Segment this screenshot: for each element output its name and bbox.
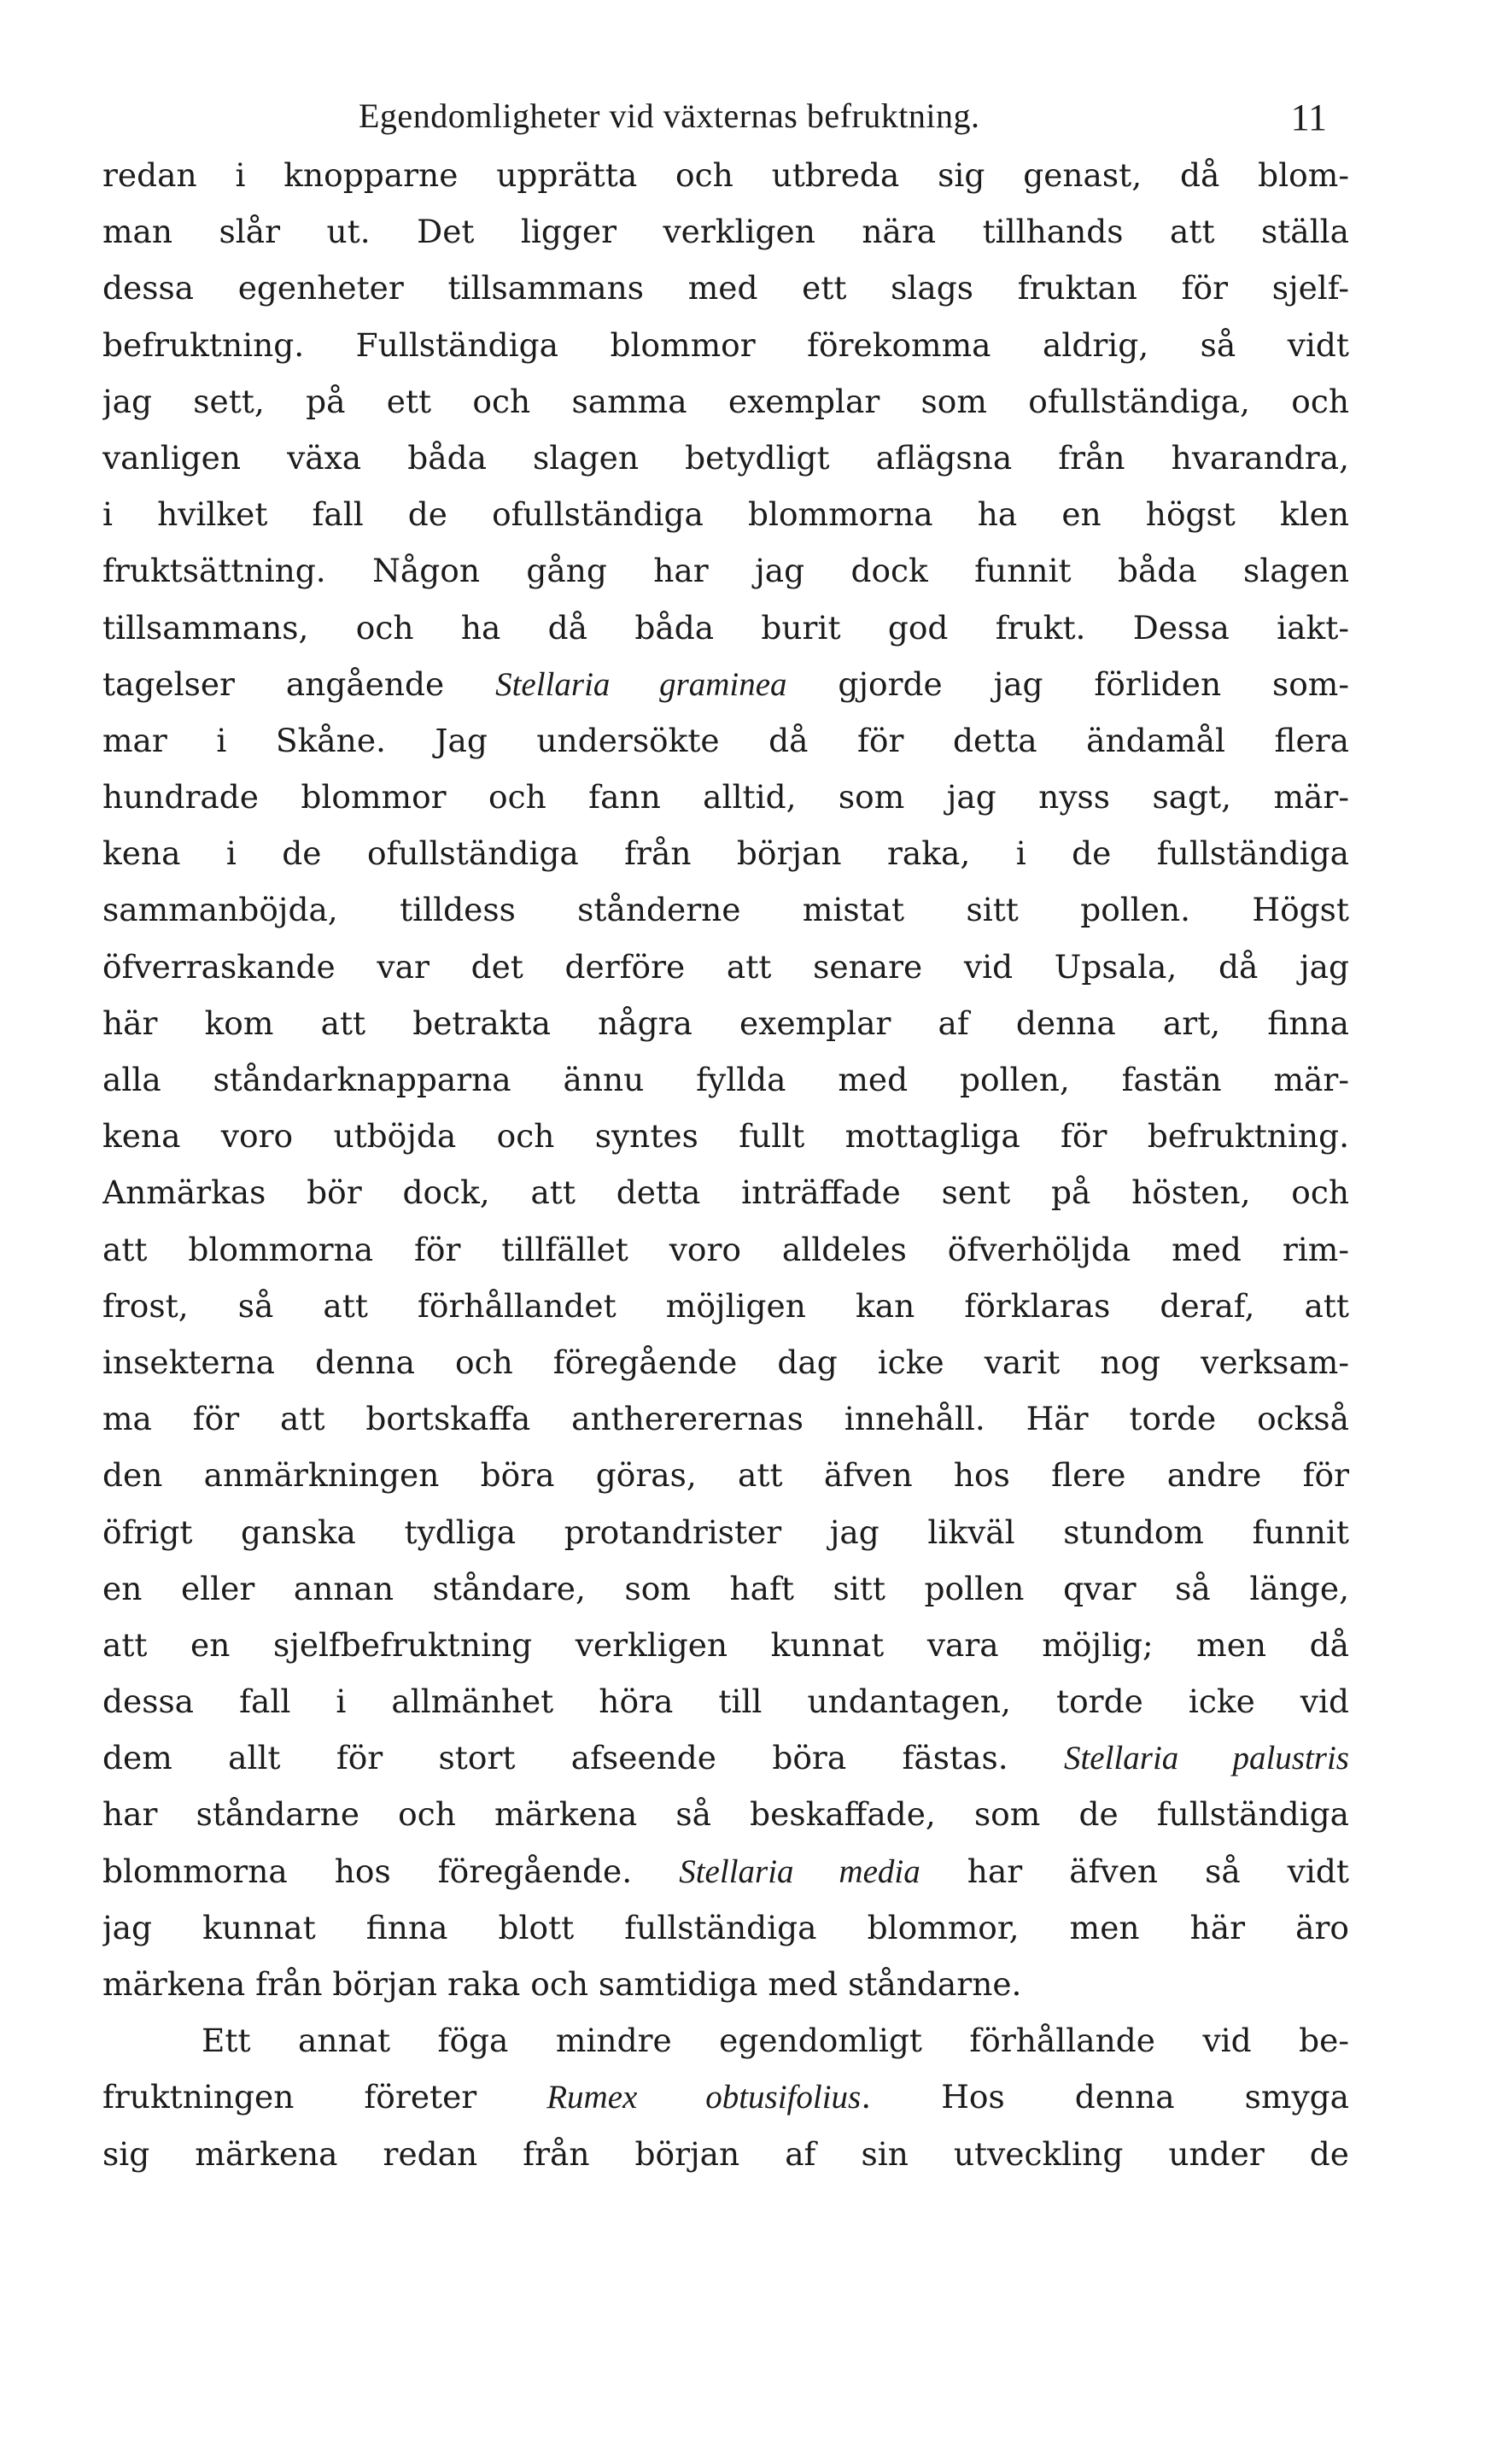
- text-run: insekterna denna och föregående dag icke varit nog verksam-: [102, 1343, 1349, 1381]
- text-line: [102, 1617, 1349, 1673]
- text-run: här kom att betrakta några exemplar af denna art, finna: [102, 1004, 1349, 1042]
- text-line: [102, 2126, 1349, 2182]
- text-line: [102, 825, 1349, 881]
- text-run: frost, så att förhållandet möjligen kan förklaras deraf, att: [102, 1286, 1349, 1325]
- text-run: dessa fall i allmänhet höra till undantagen, torde icke vid: [102, 1683, 1349, 1721]
- text-run: att en sjelfbefruktning verkligen kunnat vara möjlig; men då: [102, 1625, 1349, 1664]
- text-line: [102, 1051, 1349, 1108]
- text-line: [102, 1390, 1349, 1447]
- text-run: har äfven så vidt: [920, 1852, 1349, 1890]
- text-run: i hvilket fall de ofullständiga blommorna ha en högst klen: [102, 495, 1349, 534]
- text-run: redan i knopparne upprätta och utbreda sig genast, då blom-: [102, 156, 1349, 194]
- text-run: dessa egenheter tillsammans med ett slags fruktan för sjelf-: [102, 269, 1349, 307]
- text-run: sammanböjda, tilldess stånderne mistat sitt pollen. Högst: [102, 891, 1349, 929]
- text-line: [102, 995, 1349, 1051]
- text-line: [102, 260, 1349, 316]
- species-name: Stellaria graminea: [495, 665, 787, 703]
- text-run: mar i Skåne. Jag undersökte då för detta ändamål flera: [102, 721, 1349, 759]
- text-line: [102, 1560, 1349, 1617]
- text-run: jag sett, på ett och samma exemplar som ofullständiga, och: [102, 382, 1349, 420]
- text-line: [102, 1108, 1349, 1164]
- text-line: [102, 881, 1349, 938]
- text-run: att blommorna för tillfället voro alldeles öfverhöljda med rim-: [102, 1230, 1349, 1268]
- text-run: tagelser angående: [102, 664, 496, 703]
- text-run: blommorna hos föregående.: [102, 1852, 680, 1890]
- text-line: [102, 769, 1349, 825]
- text-run: öfverraskande var det derföre att senare vid Upsala, då jag: [102, 947, 1349, 986]
- text-run: . Hos denna smyga: [861, 2078, 1349, 2116]
- species-name: Rumex obtusifolius: [546, 2079, 862, 2116]
- text-run: dem allt för stort afseende böra fästas.: [102, 1739, 1064, 1777]
- text-run: hundrade blommor och fann alltid, som jag nyss sagt, mär-: [102, 778, 1349, 816]
- text-line: [102, 1786, 1349, 1842]
- text-line: [102, 1278, 1349, 1334]
- text-run: befruktning. Fullständiga blommor förekomma aldrig, så vidt: [102, 325, 1349, 364]
- text-line: [102, 317, 1349, 373]
- body-text: [102, 147, 1349, 2182]
- text-line: [102, 430, 1349, 486]
- text-run: fruktningen företer: [102, 2078, 547, 2116]
- text-run: tillsammans, och ha då båda burit god frukt. Dessa iakt-: [102, 608, 1349, 647]
- text-run: sig märkena redan från början af sin utveckling under de: [102, 2134, 1349, 2173]
- text-run: kena voro utböjda och syntes fullt mottagliga för befruktning.: [102, 1117, 1349, 1156]
- text-run: den anmärkningen böra göras, att äfven hos flere andre för: [102, 1456, 1349, 1495]
- page-header: [102, 96, 1349, 147]
- text-run: Ett annat föga mindre egendomligt förhållande vid be-: [202, 2022, 1349, 2060]
- text-line: [102, 1164, 1349, 1220]
- text-line: [102, 1673, 1349, 1729]
- text-line: [102, 2012, 1349, 2069]
- text-line: [102, 712, 1349, 769]
- species-name: Stellaria media: [679, 1852, 920, 1890]
- text-run: ma för att bortskaffa anthererernas innehåll. Här torde också: [102, 1400, 1349, 1438]
- text-line: [102, 2069, 1349, 2125]
- species-name: Stellaria palustris: [1063, 1740, 1349, 1777]
- text-run: kena i de ofullständiga från början raka, i de fullständiga: [102, 834, 1349, 873]
- text-line: [102, 1504, 1349, 1560]
- text-line: [102, 1221, 1349, 1278]
- text-run: öfrigt ganska tydliga protandrister jag likväl stundom funnit: [102, 1513, 1349, 1551]
- text-run: fruktsättning. Någon gång har jag dock funnit båda slagen: [102, 552, 1349, 590]
- text-line: [102, 1956, 1349, 2012]
- text-line: [102, 1899, 1349, 1956]
- text-run: en eller annan ståndare, som haft sitt pollen qvar så länge,: [102, 1569, 1349, 1607]
- running-title: Egendomligheter vid växternas befruktning.: [359, 97, 980, 135]
- text-line: [102, 939, 1349, 995]
- text-line: [102, 486, 1349, 542]
- text-line: [102, 1447, 1349, 1503]
- text-run: gjorde jag förliden som-: [786, 664, 1349, 703]
- text-run: har ståndarne och märkena så beskaffade, som de fullständiga: [102, 1795, 1349, 1834]
- text-run: märkena från början raka och samtidiga med ståndarne.: [102, 1965, 1022, 2003]
- text-line: [102, 1843, 1349, 1899]
- text-line: [102, 373, 1349, 430]
- page-number: 11: [1290, 97, 1327, 138]
- text-line: [102, 656, 1349, 712]
- text-run: alla ståndarknapparna ännu fyllda med pollen, fastän mär-: [102, 1061, 1349, 1098]
- text-line: [102, 1334, 1349, 1390]
- text-line: [102, 542, 1349, 599]
- text-line: [102, 1729, 1349, 1786]
- text-line: [102, 203, 1349, 260]
- text-run: Anmärkas bör dock, att detta inträffade sent på hösten, och: [102, 1173, 1349, 1212]
- text-run: vanligen växa båda slagen betydligt aflägsna från hvarandra,: [102, 438, 1349, 477]
- text-run: jag kunnat finna blott fullständiga blommor, men här äro: [102, 1908, 1349, 1946]
- text-line: [102, 147, 1349, 203]
- text-line: [102, 600, 1349, 656]
- text-run: man slår ut. Det ligger verkligen nära tillhands att ställa: [102, 213, 1349, 251]
